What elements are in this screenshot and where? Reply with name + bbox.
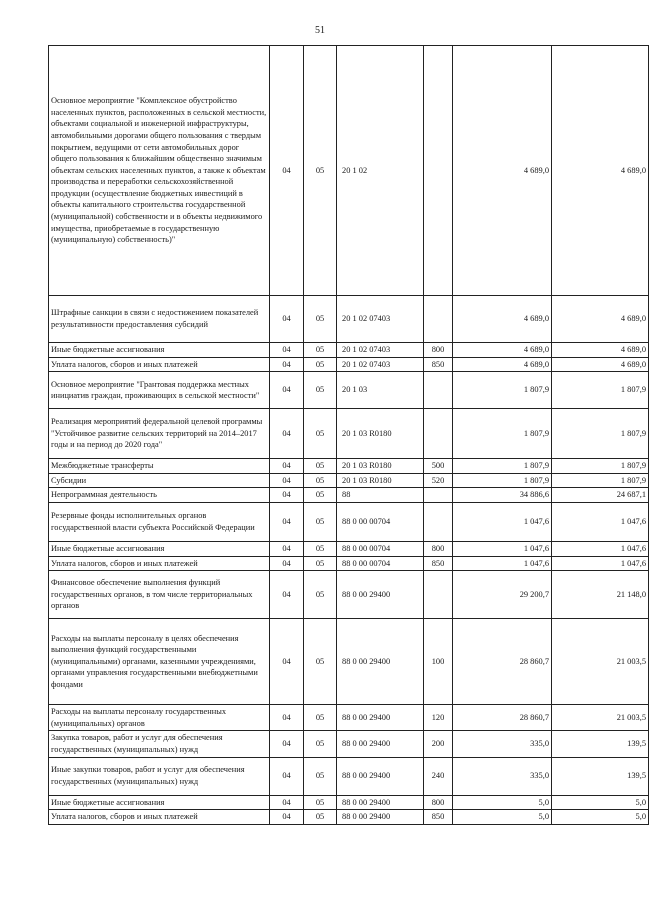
row-amount-first: 29 200,7: [453, 571, 552, 619]
row-amount-second: 1 047,6: [552, 556, 649, 571]
table-row: [49, 571, 649, 619]
row-target-article: 20 1 03: [337, 372, 424, 409]
row-section: 04: [270, 488, 304, 503]
table-row: [49, 757, 649, 795]
row-expense-type: 520: [424, 473, 453, 488]
row-amount-first: 28 860,7: [453, 619, 552, 705]
row-amount-first: 4 689,0: [453, 357, 552, 372]
row-amount-second: 21 148,0: [552, 571, 649, 619]
row-amount-first: 1 807,9: [453, 473, 552, 488]
row-subsection: 05: [304, 343, 337, 358]
row-amount-first: 335,0: [453, 731, 552, 757]
table-row: [49, 473, 649, 488]
row-expense-type: [424, 46, 453, 296]
row-subsection: 05: [304, 46, 337, 296]
row-amount-second: 1 807,9: [552, 473, 649, 488]
page-number: 51: [315, 25, 325, 36]
row-expense-type: [424, 372, 453, 409]
row-expense-type: 800: [424, 795, 453, 810]
row-subsection: 05: [304, 541, 337, 556]
row-amount-first: 335,0: [453, 757, 552, 795]
table-row: [49, 705, 649, 731]
row-subsection: 05: [304, 459, 337, 474]
row-expense-type: 800: [424, 343, 453, 358]
row-amount-first: 1 047,6: [453, 541, 552, 556]
table-row: [49, 409, 649, 459]
row-expense-type: 850: [424, 810, 453, 825]
row-target-article: 88 0 00 29400: [337, 795, 424, 810]
row-target-article: 20 1 03 R0180: [337, 473, 424, 488]
row-target-article: 20 1 02 07403: [337, 296, 424, 343]
row-section: 04: [270, 795, 304, 810]
row-section: 04: [270, 619, 304, 705]
row-subsection: 05: [304, 757, 337, 795]
row-expense-type: 850: [424, 556, 453, 571]
row-name: Уплата налогов, сборов и иных платежей: [49, 810, 270, 825]
row-section: 04: [270, 541, 304, 556]
row-expense-type: [424, 488, 453, 503]
table-row: [49, 556, 649, 571]
row-target-article: 88 0 00 29400: [337, 731, 424, 757]
row-amount-second: 1 807,9: [552, 459, 649, 474]
row-subsection: 05: [304, 571, 337, 619]
row-name: Реализация мероприятий федеральной целевой программы "Устойчивое развитие сельских территорий на 2014–2017 годы и на период до 2020 года": [49, 409, 270, 459]
row-name: Расходы на выплаты персоналу государственных (муниципальных) органов: [49, 705, 270, 731]
row-amount-first: 5,0: [453, 795, 552, 810]
row-amount-second: 4 689,0: [552, 357, 649, 372]
row-amount-second: 139,5: [552, 731, 649, 757]
table-row: [49, 502, 649, 541]
row-target-article: 20 1 03 R0180: [337, 459, 424, 474]
row-target-article: 88 0 00 29400: [337, 705, 424, 731]
row-expense-type: [424, 571, 453, 619]
row-expense-type: 800: [424, 541, 453, 556]
row-section: 04: [270, 372, 304, 409]
budget-table: [48, 45, 649, 825]
row-expense-type: [424, 296, 453, 343]
row-expense-type: 120: [424, 705, 453, 731]
row-subsection: 05: [304, 619, 337, 705]
row-amount-second: 4 689,0: [552, 343, 649, 358]
row-amount-first: 1 047,6: [453, 502, 552, 541]
row-expense-type: 850: [424, 357, 453, 372]
row-amount-second: 1 047,6: [552, 502, 649, 541]
table-row: [49, 46, 649, 296]
row-expense-type: 200: [424, 731, 453, 757]
row-subsection: 05: [304, 409, 337, 459]
row-name: Межбюджетные трансферты: [49, 459, 270, 474]
row-target-article: 88 0 00 00704: [337, 502, 424, 541]
row-name: Резервные фонды исполнительных органов государственной власти субъекта Российской Федерации: [49, 502, 270, 541]
row-section: 04: [270, 757, 304, 795]
row-amount-second: 21 003,5: [552, 705, 649, 731]
table-row: [49, 488, 649, 503]
row-subsection: 05: [304, 810, 337, 825]
row-name: Иные бюджетные ассигнования: [49, 541, 270, 556]
table-row: [49, 541, 649, 556]
row-expense-type: 100: [424, 619, 453, 705]
row-expense-type: [424, 409, 453, 459]
row-name: Иные бюджетные ассигнования: [49, 795, 270, 810]
row-name: Непрограммная деятельность: [49, 488, 270, 503]
row-name: Иные закупки товаров, работ и услуг для обеспечения государственных (муниципальных) нужд: [49, 757, 270, 795]
row-subsection: 05: [304, 556, 337, 571]
row-name: Уплата налогов, сборов и иных платежей: [49, 556, 270, 571]
table-row: [49, 459, 649, 474]
row-amount-second: 139,5: [552, 757, 649, 795]
table-row: [49, 372, 649, 409]
row-name: Субсидии: [49, 473, 270, 488]
row-subsection: 05: [304, 795, 337, 810]
table-row: [49, 810, 649, 825]
row-amount-first: 34 886,6: [453, 488, 552, 503]
row-subsection: 05: [304, 296, 337, 343]
row-name: Штрафные санкции в связи с недостижением показателей результативности предоставления субсидий: [49, 296, 270, 343]
row-subsection: 05: [304, 372, 337, 409]
row-amount-second: 24 687,1: [552, 488, 649, 503]
row-amount-first: 4 689,0: [453, 46, 552, 296]
row-target-article: 88 0 00 29400: [337, 757, 424, 795]
row-expense-type: [424, 502, 453, 541]
row-target-article: 88 0 00 00704: [337, 556, 424, 571]
row-section: 04: [270, 731, 304, 757]
row-name: Иные бюджетные ассигнования: [49, 343, 270, 358]
row-section: 04: [270, 556, 304, 571]
row-expense-type: 240: [424, 757, 453, 795]
row-name: Основное мероприятие "Грантовая поддержка местных инициатив граждан, проживающих в сельской местности": [49, 372, 270, 409]
row-amount-first: 4 689,0: [453, 296, 552, 343]
row-section: 04: [270, 810, 304, 825]
row-amount-first: 1 807,9: [453, 409, 552, 459]
row-section: 04: [270, 502, 304, 541]
row-target-article: 88 0 00 29400: [337, 619, 424, 705]
row-subsection: 05: [304, 357, 337, 372]
row-amount-second: 4 689,0: [552, 296, 649, 343]
row-amount-first: 4 689,0: [453, 343, 552, 358]
budget-table-body: [49, 46, 649, 825]
row-section: 04: [270, 473, 304, 488]
row-name: Закупка товаров, работ и услуг для обеспечения государственных (муниципальных) нужд: [49, 731, 270, 757]
row-subsection: 05: [304, 502, 337, 541]
row-section: 04: [270, 357, 304, 372]
row-amount-second: 4 689,0: [552, 46, 649, 296]
row-amount-second: 1 047,6: [552, 541, 649, 556]
table-row: [49, 795, 649, 810]
table-row: [49, 357, 649, 372]
row-target-article: 88: [337, 488, 424, 503]
row-section: 04: [270, 459, 304, 474]
row-section: 04: [270, 343, 304, 358]
row-target-article: 20 1 02: [337, 46, 424, 296]
row-target-article: 88 0 00 00704: [337, 541, 424, 556]
row-amount-second: 5,0: [552, 795, 649, 810]
row-amount-first: 28 860,7: [453, 705, 552, 731]
row-name: Уплата налогов, сборов и иных платежей: [49, 357, 270, 372]
table-row: [49, 296, 649, 343]
table-row: [49, 731, 649, 757]
row-subsection: 05: [304, 488, 337, 503]
table-row: [49, 343, 649, 358]
row-subsection: 05: [304, 473, 337, 488]
row-name: Основное мероприятие "Комплексное обустройство населенных пунктов, расположенных в сельской местности, объектами социальной и инженерной инфраструктуры, автомобильными дорогами общего пользования с твердым покрытием, ведущими от сети автомобильных дорог общего пользования к ближайшим общественно значимым объектам сельских населенных пунктов, а также к объектам производства и переработки сельскохозяйственной продукции (осуществление бюджетных инвестиций в объекты капитального строительства государственной (муниципальной) собственности и в объекты недвижимого имущества, приобретаемые в государственную (муниципальную) собственность)": [49, 46, 270, 296]
row-amount-second: 21 003,5: [552, 619, 649, 705]
row-name: Финансовое обеспечение выполнения функций государственных органов, в том числе территориальных органов: [49, 571, 270, 619]
row-section: 04: [270, 705, 304, 731]
row-amount-second: 1 807,9: [552, 409, 649, 459]
table-row: [49, 619, 649, 705]
row-subsection: 05: [304, 731, 337, 757]
row-name: Расходы на выплаты персоналу в целях обеспечения выполнения функций государственными (муниципальными) органами, казенными учреждениями, органами управления государственными внебюджетными фондами: [49, 619, 270, 705]
row-section: 04: [270, 409, 304, 459]
row-amount-first: 1 047,6: [453, 556, 552, 571]
row-target-article: 20 1 02 07403: [337, 343, 424, 358]
row-target-article: 20 1 03 R0180: [337, 409, 424, 459]
row-section: 04: [270, 571, 304, 619]
row-amount-first: 1 807,9: [453, 459, 552, 474]
row-amount-second: 1 807,9: [552, 372, 649, 409]
row-target-article: 88 0 00 29400: [337, 571, 424, 619]
row-expense-type: 500: [424, 459, 453, 474]
row-section: 04: [270, 46, 304, 296]
row-amount-second: 5,0: [552, 810, 649, 825]
row-subsection: 05: [304, 705, 337, 731]
row-section: 04: [270, 296, 304, 343]
row-target-article: 20 1 02 07403: [337, 357, 424, 372]
row-amount-first: 1 807,9: [453, 372, 552, 409]
row-target-article: 88 0 00 29400: [337, 810, 424, 825]
row-amount-first: 5,0: [453, 810, 552, 825]
